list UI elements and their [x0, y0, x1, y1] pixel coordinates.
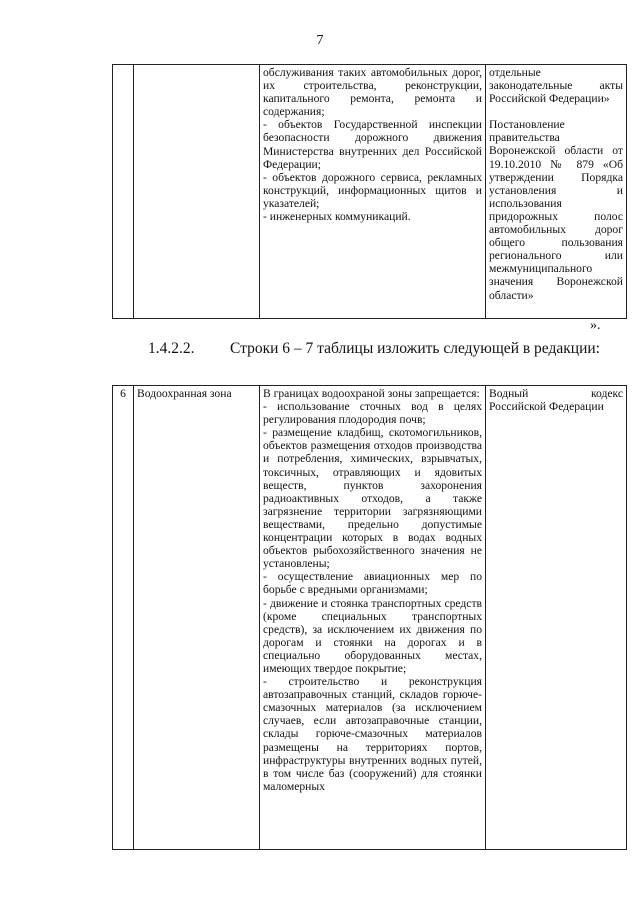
cell-restrictions: В границах водоохраной зоны запрещается: - использование сточных вод в целях регулирования плодородия почв; - размещение кладбищ, скотомогильников, объектов размещения отходов производства и потребления, химических, взрывчатых, токсичных, отравляющих и ядовитых веществ, пунктов захоронения радиоактивных отходов, а также загрязнение территории загрязняющими веществами, предельно допустимые концентрации которых в водах водных объектов рыбохозяйственного значения не установлены; - осуществление авиационных мер по борьбе с вредными организмами; - движение и стоянка транспортных средств (кроме специальных транспортных средств), за исключением их движения по дорогам и стоянки на дорогах и в специально оборудованных местах, имеющих твердое покрытие; - строительство и реконструкция автозаправочных станций, складов горюче-смазочных материалов (за исключением случаев, если автозаправочные станции, склады горюче-смазочных материалов размещены на территориях портов, инфраструктуры внутренних водных путей, в том числе баз (сооружений) для стоянки маломерных	[260, 386, 486, 850]
cell-legal-basis: Водный кодекс Российской Федерации	[486, 386, 627, 850]
cell-zone-name	[134, 65, 260, 319]
page-number: 7	[316, 33, 324, 48]
cell-legal-basis	[486, 65, 627, 319]
instruction-text: Строки 6 – 7 таблицы изложить следующей в редакции:	[230, 340, 600, 357]
cell-row-number: 6	[113, 386, 134, 850]
instruction-number: 1.4.2.2.	[148, 340, 195, 357]
closing-quote-mark: ».	[590, 318, 601, 333]
cell-restrictions: обслуживания таких автомобильных дорог, их строительства, реконструкции, капитального ремонта, ремонта и содержания; - объектов Государственной инспекции безопасности дорожного движения Министерства внутренних дел Российской Федерации; - объектов дорожного сервиса, рекламных конструкций, информационных щитов и указателей; - инженерных коммуникаций.	[260, 65, 486, 319]
cell-row-number	[113, 65, 134, 319]
amendment-instruction	[148, 340, 600, 358]
cell-zone-name: Водоохранная зона	[134, 386, 260, 850]
law-reference-federal: отдельные законодательные акты Российской Федерации»	[489, 66, 623, 106]
table-amended-rows	[112, 385, 627, 850]
table-row	[113, 65, 627, 319]
table-continuation	[112, 64, 627, 319]
law-reference-regional: Постановление правительства Воронежской области от 19.10.2010 № 879 «Об утверждении Порядка установления и использования придорожных полос автомобильных дорог общего пользования регионального или межмуниципального значения Воронежской области»	[489, 118, 623, 302]
table-row	[113, 386, 627, 850]
